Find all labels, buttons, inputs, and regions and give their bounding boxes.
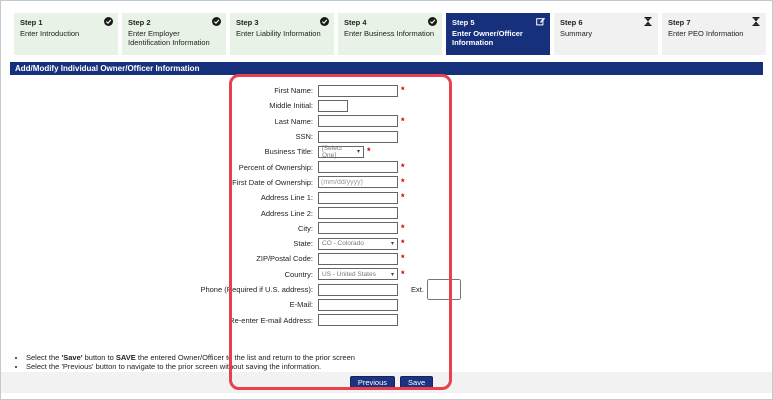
form-row-city: [157, 221, 461, 236]
business-title-label: Business Title:: [264, 147, 313, 157]
chevron-down-icon: ▾: [390, 271, 394, 278]
address-line-1-label: Address Line 1:: [260, 193, 313, 203]
step-description: Enter Business Information: [344, 29, 435, 38]
reenter-email-input[interactable]: [318, 314, 398, 326]
note-text-segment: button to: [82, 353, 116, 362]
form-row-address-line-2: [157, 205, 461, 220]
note-text-segment: 'Save': [61, 353, 83, 362]
check-circle-icon: [320, 17, 329, 26]
step-description: Enter PEO Information: [668, 29, 744, 38]
first-date-of-ownership-label: First Date of Ownership:: [232, 177, 313, 187]
first-date-of-ownership-input[interactable]: [318, 176, 398, 188]
check-circle-icon: [428, 17, 437, 26]
state-select[interactable]: [318, 238, 398, 250]
address-line-2-input[interactable]: [318, 207, 398, 219]
step-label: Step 6: [560, 18, 583, 27]
required-asterisk: *: [401, 161, 405, 172]
check-circle-icon: [212, 17, 221, 26]
required-asterisk: *: [367, 146, 371, 157]
last-name-input[interactable]: [318, 115, 398, 127]
phone-input[interactable]: [318, 284, 398, 296]
note-text-segment: SAVE: [115, 353, 136, 362]
form-row-last-name: [157, 114, 461, 129]
required-asterisk: *: [401, 238, 405, 249]
percent-of-ownership-label: Percent of Ownership:: [238, 162, 313, 172]
form-row-address-line-1: [157, 190, 461, 205]
zip-postal-code-input[interactable]: [318, 253, 398, 265]
middle-initial-input[interactable]: [318, 100, 348, 112]
step-tab-5[interactable]: [446, 13, 550, 55]
step-label: Step 5: [452, 18, 475, 27]
last-name-label: Last Name:: [274, 116, 313, 126]
step-label: Step 7: [668, 18, 691, 27]
country-select[interactable]: [318, 268, 398, 280]
required-asterisk: *: [401, 85, 405, 96]
form-row-reenter-email: [157, 312, 461, 327]
step-tab-3[interactable]: [230, 13, 334, 55]
email-label: E-Mail:: [289, 300, 313, 310]
step-tab-2[interactable]: [122, 13, 226, 55]
step-description: Enter Owner/Officer Information: [452, 29, 523, 47]
step-label: Step 3: [236, 18, 259, 27]
check-circle-icon: [104, 17, 113, 26]
instruction-note-2: [26, 363, 355, 371]
instruction-note-1: [26, 354, 355, 362]
country-selected-value: US - United States: [322, 270, 376, 278]
save-button[interactable]: Save: [400, 376, 433, 389]
step-tab-7[interactable]: [662, 13, 766, 55]
form-row-zip-postal-code: [157, 251, 461, 266]
previous-button[interactable]: Previous: [350, 376, 395, 389]
step-description: Enter Liability Information: [236, 29, 321, 38]
note-text-segment: the entered Owner/Officer to the list and return to the prior screen: [135, 353, 355, 362]
first-name-label: First Name:: [274, 86, 313, 96]
form-row-phone: [157, 282, 461, 297]
form-row-percent-of-ownership: [157, 159, 461, 174]
step-description: Enter Employer Identification Information: [128, 29, 210, 47]
page-title: Add/Modify Individual Owner/Officer Information: [10, 62, 763, 75]
required-asterisk: *: [401, 192, 405, 203]
phone-ext-input[interactable]: [427, 279, 461, 300]
step-bar: [14, 13, 766, 55]
address-line-1-input[interactable]: [318, 192, 398, 204]
form-row-business-title: [157, 144, 461, 159]
required-asterisk: *: [401, 176, 405, 187]
required-asterisk: *: [401, 115, 405, 126]
state-selected-value: CO - Colorado: [322, 240, 364, 248]
form-row-state: [157, 236, 461, 251]
step-description: Enter Introduction: [20, 29, 80, 38]
phone-label: Phone (Required if U.S. address):: [200, 285, 313, 294]
step-description: Summary: [560, 29, 593, 38]
ssn-label: SSN:: [295, 132, 313, 142]
business-title-select[interactable]: [318, 146, 364, 158]
form-row-email: [157, 297, 461, 312]
step-tab-4[interactable]: [338, 13, 442, 55]
step-tab-1[interactable]: [14, 13, 118, 55]
required-asterisk: *: [401, 222, 405, 233]
hourglass-icon: [752, 17, 761, 26]
percent-of-ownership-input[interactable]: [318, 161, 398, 173]
zip-postal-code-label: ZIP/Postal Code:: [256, 254, 313, 264]
step-label: Step 4: [344, 18, 367, 27]
step-label: Step 1: [20, 18, 43, 27]
city-label: City:: [298, 223, 313, 233]
footer-bar: [1, 372, 772, 393]
first-name-input[interactable]: [318, 85, 398, 97]
business-title-selected-value: [Select One]: [322, 144, 342, 159]
country-label: Country:: [284, 269, 313, 279]
chevron-down-icon: ▾: [356, 149, 360, 156]
button-group: [350, 376, 433, 389]
form-row-country: [157, 267, 461, 282]
city-input[interactable]: [318, 222, 398, 234]
owner-officer-form: [157, 83, 461, 328]
note-text-segment: Select the 'Previous' button to navigate to the prior screen without saving the information.: [26, 362, 322, 371]
note-text-segment: Select the: [26, 353, 62, 362]
form-row-first-date-of-ownership: [157, 175, 461, 190]
phone-ext-label: Ext.: [411, 285, 424, 294]
middle-initial-label: Middle Initial:: [269, 101, 313, 111]
address-line-2-label: Address Line 2:: [260, 208, 313, 218]
form-row-ssn: [157, 129, 461, 144]
edit-icon: [536, 17, 545, 26]
step-label: Step 2: [128, 18, 151, 27]
step-tab-6[interactable]: [554, 13, 658, 55]
chevron-down-icon: ▾: [390, 241, 394, 248]
hourglass-icon: [644, 17, 653, 26]
form-row-first-name: [157, 83, 461, 98]
reenter-email-label: Re-enter E-mail Address:: [229, 315, 313, 325]
required-asterisk: *: [401, 268, 405, 279]
required-asterisk: *: [401, 253, 405, 264]
instruction-notes: [18, 354, 355, 372]
email-input[interactable]: [318, 299, 398, 311]
state-label: State:: [293, 239, 313, 249]
form-row-middle-initial: [157, 98, 461, 113]
ssn-input[interactable]: [318, 131, 398, 143]
